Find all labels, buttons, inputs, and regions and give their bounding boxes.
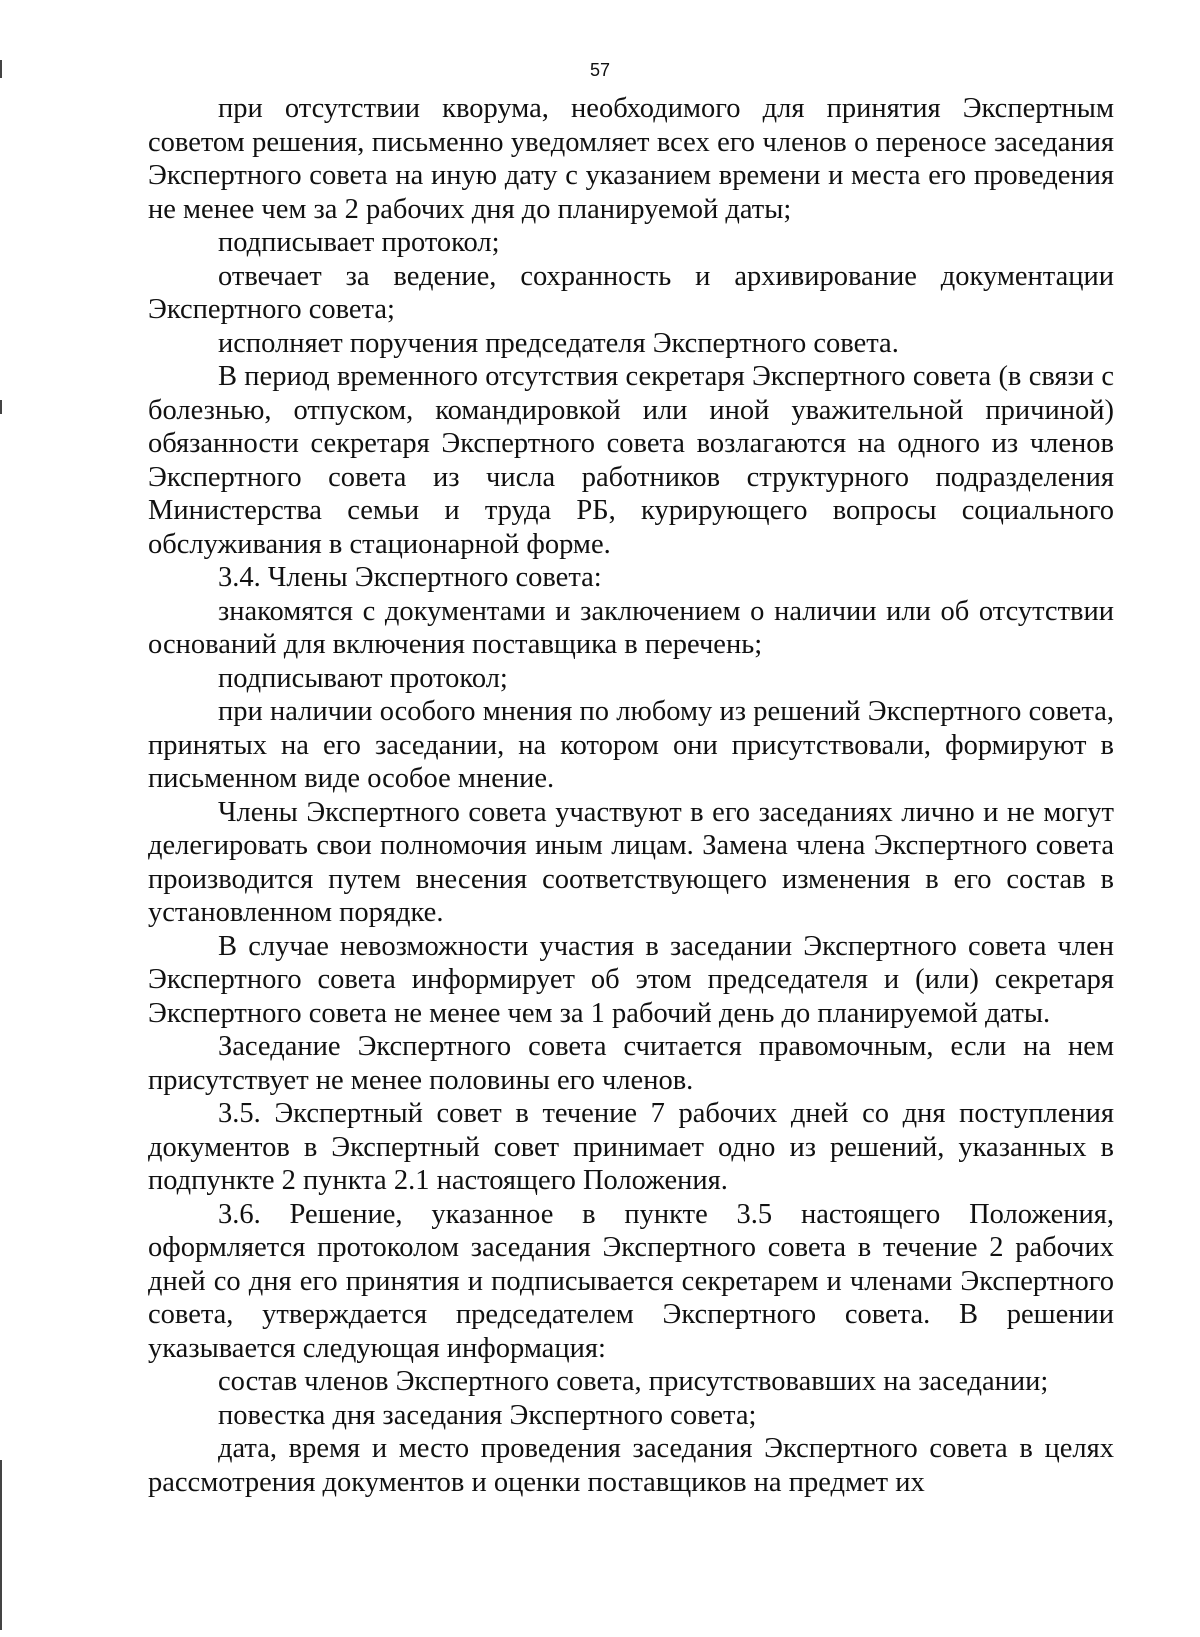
document-body — [148, 92, 1114, 1499]
paragraph: 3.6. Решение, указанное в пункте 3.5 настоящего Положения, оформляется протоколом заседания Экспертного совета в течение 2 рабочих дней со дня его принятия и подписывается секретарем и членами Экспертного совета, утверждается председателем Экспертного совета. В решении указывается следующая информация: — [148, 1198, 1114, 1364]
section-heading: 3.4. Члены Экспертного совета: — [218, 562, 602, 593]
paragraph: повестка дня заседания Экспертного совета; — [218, 1399, 757, 1431]
paragraph: состав членов Экспертного совета, присутствовавших на заседании; — [218, 1366, 1049, 1397]
paragraph: отвечает за ведение, сохранность и архивирование документации Экспертного совета; — [148, 260, 1114, 325]
paragraph: подписывает протокол; — [218, 227, 500, 258]
scan-edge-mark — [0, 1460, 2, 1630]
paragraph: при отсутствии кворума, необходимого для принятия Экспертным советом решения, письменно уведомляет всех его членов о переносе заседания Экспертного совета на иную дату с указанием времени и места его проведения не менее чем за 2 рабочих дня до планируемой даты; — [148, 93, 1114, 225]
paragraph: знакомятся с документами и заключением о наличии или об отсутствии оснований для включения поставщика в перечень; — [148, 595, 1114, 660]
paragraph: подписывают протокол; — [218, 662, 508, 694]
page-number: 57 — [589, 60, 611, 80]
scan-edge-mark — [0, 400, 2, 414]
paragraph: исполняет поручения председателя Экспертного совета. — [218, 327, 899, 359]
paragraph: В случае невозможности участия в заседании Экспертного совета член Экспертного совета информирует об этом председателя и (или) секретаря Экспертного совета не менее чем за 1 рабочий день до планируемой даты. — [148, 930, 1114, 1029]
paragraph: дата, время и место проведения заседания Экспертного совета в целях рассмотрения документов и оценки поставщиков на предмет их — [148, 1433, 1114, 1498]
paragraph: Заседание Экспертного совета считается правомочным, если на нем присутствует не менее половины его членов. — [148, 1031, 1114, 1096]
paragraph: В период временного отсутствия секретаря Экспертного совета (в связи с болезнью, отпуском, командировкой или иной уважительной причиной) обязанности секретаря Экспертного совета возлагаются на одного из членов Экспертного совета из числа работников структурного подразделения Министерства семьи и труда РБ, курирующего вопросы социального обслуживания в стационарной форме. — [148, 361, 1114, 560]
paragraph: при наличии особого мнения по любому из решений Экспертного совета, принятых на его заседании, на котором они присутствовали, формируют в письменном виде особое мнение. — [148, 696, 1114, 794]
paragraph: Члены Экспертного совета участвуют в его заседаниях лично и не могут делегировать свои полномочия иным лицам. Замена члена Экспертного совета производится путем внесения соответствующего изменения в его состав в установленном порядке. — [148, 796, 1114, 928]
paragraph: 3.5. Экспертный совет в течение 7 рабочих дней со дня поступления документов в Экспертный совет принимает одно из решений, указанных в подпункте 2 пункта 2.1 настоящего Положения. — [148, 1098, 1114, 1196]
